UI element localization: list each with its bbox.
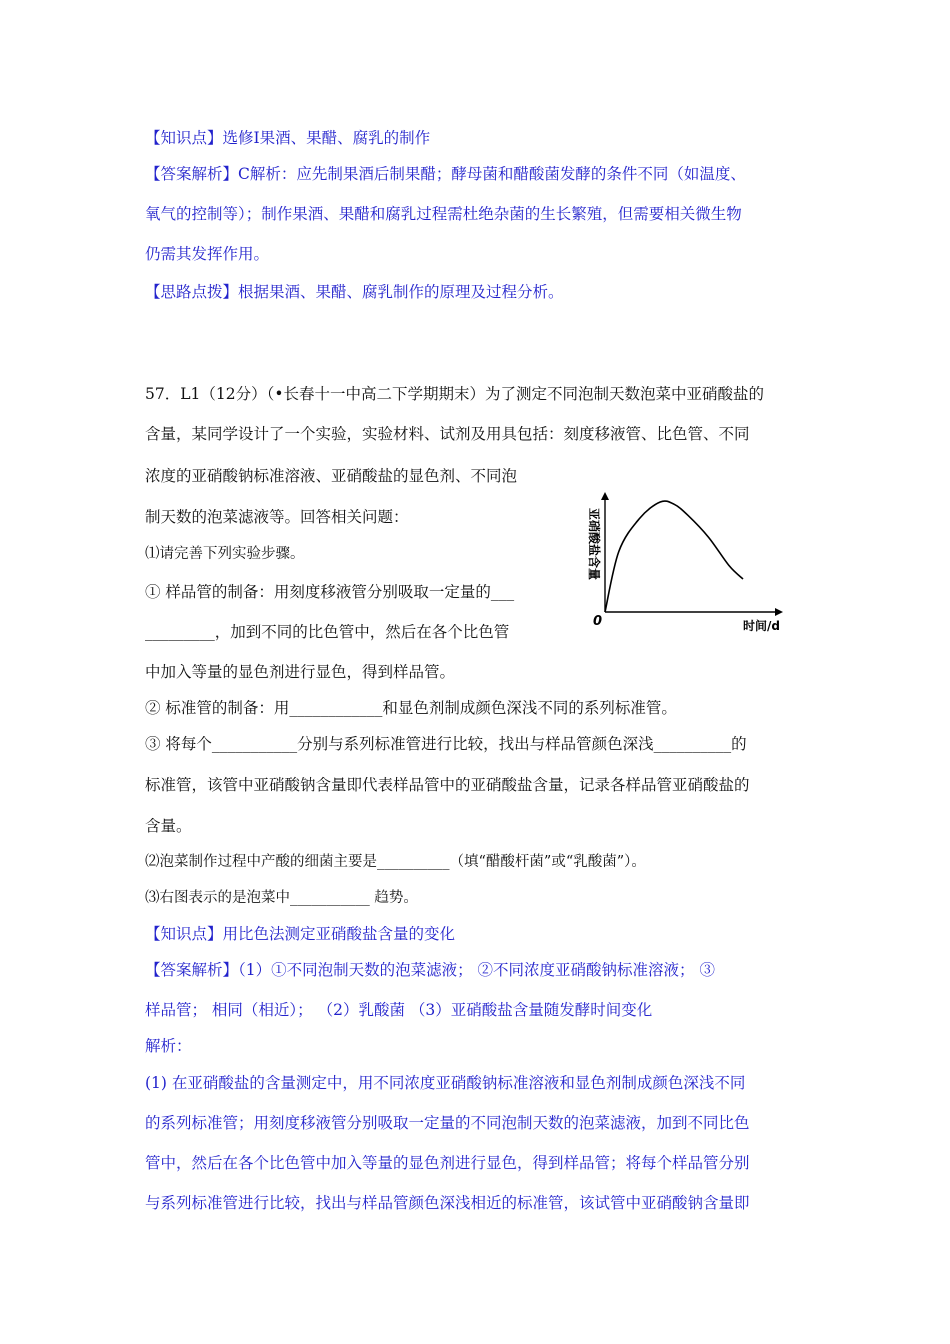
question-line-8: 中加入等量的显色剂进行显色，得到样品管。: [145, 663, 456, 681]
hint-1: 【思路点拨】根据果酒、果醋、腐乳制作的原理及过程分析。: [145, 283, 564, 301]
question-line-1: 57．L1（12分）（•长春十一中高二下学期期末）为了测定不同泡制天数泡菜中亚硝酸盐的: [145, 385, 764, 403]
analysis-label: 解析：: [145, 1037, 192, 1055]
question-line-13: ⑵泡菜制作过程中产酸的细菌主要是__________（填“醋酸杆菌”或“乳酸菌”）。: [145, 854, 646, 870]
explanation-line-4: 与系列标准管进行比较，找出与样品管颜色深浅相近的标准管，该试管中亚硝酸钠含量即: [145, 1194, 750, 1212]
answer-analysis-2-line-1: 【答案解析】（1）①不同泡制天数的泡菜滤液； ②不同浓度亚硝酸钠标准溶液； ③: [145, 961, 715, 979]
nitrite-trend-chart: [580, 486, 790, 636]
question-line-14: ⑶右图表示的是泡菜中___________ 趋势。: [145, 890, 418, 906]
answer-analysis-2-line-2: 样品管； 相同（相近）； （2）乳酸菌 （3）亚硝酸盐含量随发酵时间变化: [145, 1001, 653, 1019]
x-axis-label: 时间/d: [743, 619, 780, 633]
question-line-2: 含量，某同学设计了一个实验，实验材料、试剂及用具包括：刻度移液管、比色管、不同: [145, 425, 750, 443]
origin-label: 0: [593, 614, 603, 629]
knowledge-point-2: 【知识点】用比色法测定亚硝酸盐含量的变化: [145, 925, 456, 943]
series-line-0: [605, 501, 743, 612]
question-line-11: 标准管，该管中亚硝酸钠含量即代表样品管中的亚硝酸盐含量，记录各样品管亚硝酸盐的: [145, 776, 750, 794]
question-line-4: 制天数的泡菜滤液等。回答相关问题：: [145, 508, 409, 526]
x-axis-arrow: [775, 608, 783, 616]
question-line-6: ① 样品管的制备：用刻度移液管分别吸取一定量的___: [145, 583, 515, 601]
question-line-3: 浓度的亚硝酸钠标准溶液、亚硝酸盐的显色剂、不同泡: [145, 467, 518, 485]
explanation-line-1: (1) 在亚硝酸盐的含量测定中，用不同浓度亚硝酸钠标准溶液和显色剂制成颜色深浅不同: [145, 1074, 746, 1092]
answer-analysis-1-line-3: 仍需其发挥作用。: [145, 245, 270, 263]
question-line-10: ③ 将每个___________分别与系列标准管进行比较，找出与样品管颜色深浅__________的: [145, 735, 747, 753]
y-axis-arrow: [601, 492, 609, 500]
answer-analysis-1-line-1: 【答案解析】C解析：应先制果酒后制果醋；酵母菌和醋酸菌发酵的条件不同（如温度、: [145, 165, 746, 183]
y-axis-label: 亚硝酸盐含量: [587, 508, 601, 581]
explanation-line-2: 的系列标准管；用刻度移液管分别吸取一定量的不同泡制天数的泡菜滤液，加到不同比色: [145, 1114, 750, 1132]
question-line-5: ⑴请完善下列实验步骤。: [145, 546, 305, 562]
explanation-line-3: 管中，然后在各个比色管中加入等量的显色剂进行显色，得到样品管；将每个样品管分别: [145, 1154, 750, 1172]
knowledge-point-1: 【知识点】选修Ⅰ果酒、果醋、腐乳的制作: [145, 129, 431, 147]
question-line-9: ② 标准管的制备：用____________和显色剂制成颜色深浅不同的系列标准管。: [145, 699, 677, 717]
question-line-7: _________，加到不同的比色管中，然后在各个比色管: [145, 623, 510, 641]
question-line-12: 含量。: [145, 817, 192, 835]
answer-analysis-1-line-2: 氧气的控制等）；制作果酒、果醋和腐乳过程需杜绝杂菌的生长繁殖，但需要相关微生物: [145, 205, 742, 223]
